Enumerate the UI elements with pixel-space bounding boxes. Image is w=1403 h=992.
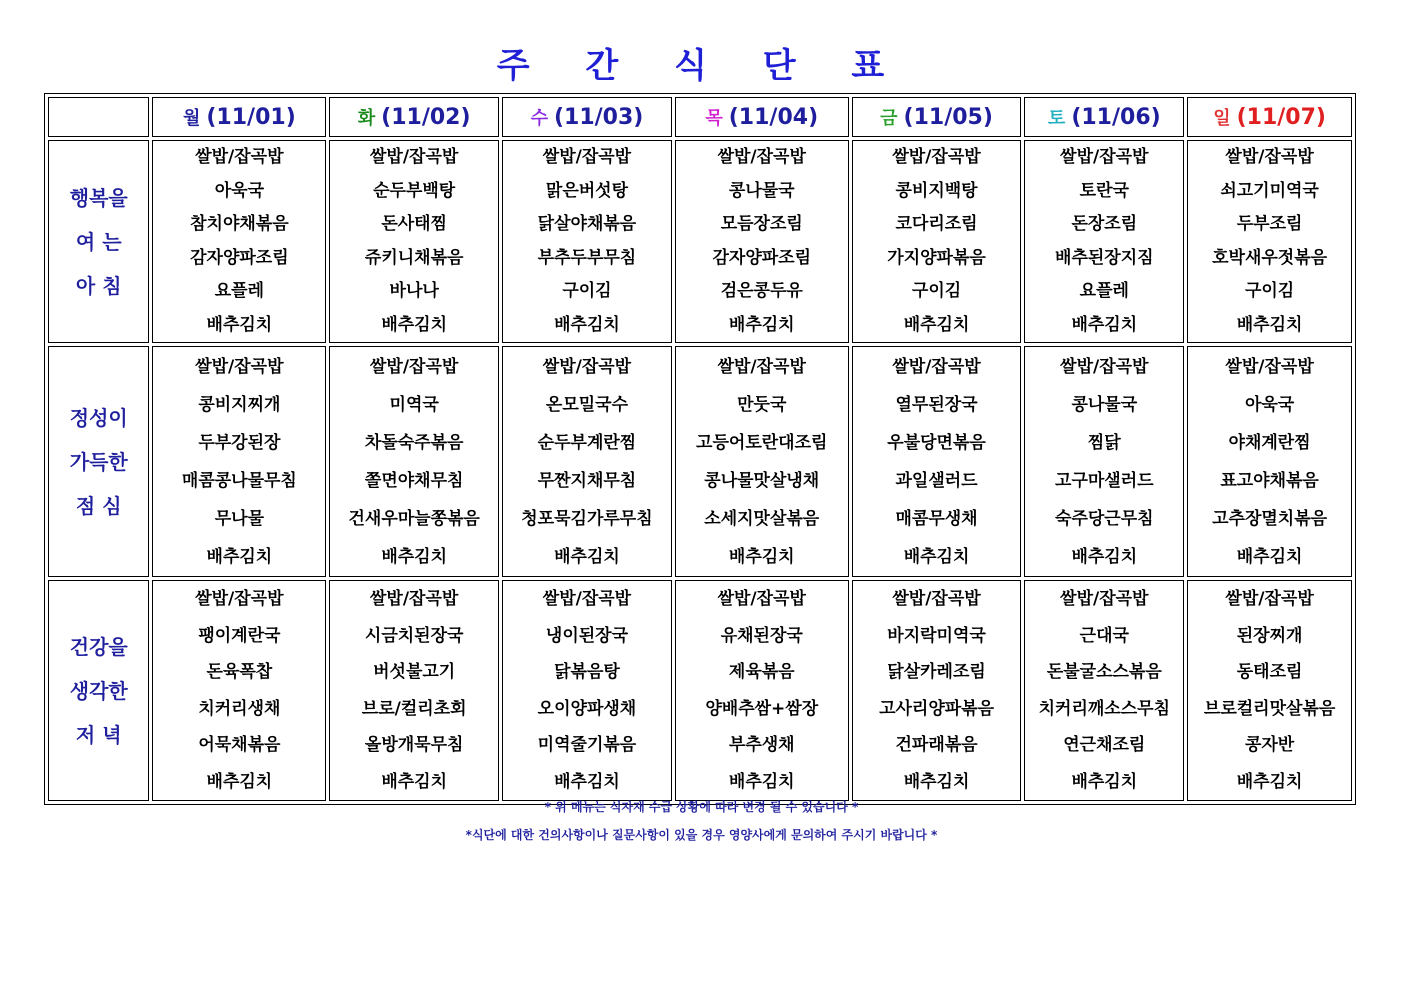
menu-item: 배추김치 bbox=[206, 771, 273, 792]
menu-item: 부추생채 bbox=[728, 735, 795, 755]
menu-cell bbox=[675, 140, 849, 343]
menu-item: 브로컬리맛살볶음 bbox=[1203, 698, 1336, 719]
menu-cell bbox=[1187, 140, 1352, 343]
menu-item: 호박새우젓볶음 bbox=[1212, 247, 1328, 268]
day-date: (11/02) bbox=[381, 105, 471, 130]
menu-item: 배추김치 bbox=[381, 771, 448, 792]
meal-label-line: 아 침 bbox=[75, 273, 122, 298]
menu-item: 고등어토란대조림 bbox=[696, 432, 828, 453]
day-header-tue bbox=[329, 97, 499, 137]
menu-item: 배추김치 bbox=[206, 314, 273, 335]
menu-item: 배추김치 bbox=[381, 314, 448, 335]
menu-item: 구이김 bbox=[562, 281, 612, 301]
menu-cell bbox=[502, 580, 672, 801]
menu-item: 요플레 bbox=[1079, 281, 1129, 301]
menu-cell bbox=[329, 346, 499, 577]
menu-item: 쌀밥/잡곡밥 bbox=[1225, 589, 1314, 609]
menu-item: 연근채조림 bbox=[1063, 735, 1146, 755]
menu-item: 감자양파조림 bbox=[712, 247, 812, 268]
menu-item: 근대국 bbox=[1079, 625, 1129, 646]
menu-cell bbox=[675, 346, 849, 577]
menu-item: 배추김치 bbox=[1236, 314, 1303, 335]
menu-item: 쌀밥/잡곡밥 bbox=[717, 589, 806, 609]
menu-cell bbox=[852, 580, 1022, 801]
menu-item: 배추김치 bbox=[1071, 314, 1138, 335]
menu-item: 코다리조림 bbox=[895, 214, 978, 234]
menu-item: 가지양파볶음 bbox=[887, 247, 986, 268]
menu-item: 만둣국 bbox=[737, 394, 787, 415]
menu-item: 콩비지백탕 bbox=[895, 180, 978, 201]
meal-label-line: 여 는 bbox=[75, 229, 122, 254]
menu-item: 콩나물국 bbox=[728, 180, 795, 201]
menu-item: 검은콩두유 bbox=[720, 281, 803, 301]
menu-item: 두부강된장 bbox=[198, 432, 281, 453]
menu-item: 배추김치 bbox=[1236, 771, 1303, 792]
menu-item: 쌀밥/잡곡밥 bbox=[370, 589, 459, 609]
menu-item: 쌀밥/잡곡밥 bbox=[717, 147, 806, 167]
menu-item: 순두부계란찜 bbox=[537, 432, 637, 453]
menu-item: 청포묵김가루무침 bbox=[521, 508, 653, 529]
menu-item: 양배추쌈+쌈장 bbox=[705, 698, 819, 719]
meal-label-line: 가득한 bbox=[69, 449, 128, 474]
menu-item: 팽이계란국 bbox=[198, 625, 281, 646]
day-header-sun bbox=[1187, 97, 1352, 137]
menu-cell bbox=[1024, 140, 1184, 343]
meal-label-line: 정성이 bbox=[69, 405, 128, 430]
menu-item: 배추김치 bbox=[728, 546, 795, 567]
menu-cell bbox=[329, 140, 499, 343]
meal-row-dinner bbox=[48, 580, 1352, 801]
menu-item: 콩비지찌개 bbox=[198, 394, 281, 415]
menu-item: 차돌숙주볶음 bbox=[364, 432, 464, 453]
menu-item: 소세지맛살볶음 bbox=[704, 508, 820, 529]
day-header-fri bbox=[852, 97, 1022, 137]
menu-item: 쌀밥/잡곡밥 bbox=[892, 589, 981, 609]
menu-item: 쌀밥/잡곡밥 bbox=[717, 356, 806, 377]
menu-item: 닭살야채볶음 bbox=[537, 214, 637, 234]
day-date: (11/03) bbox=[553, 105, 644, 130]
menu-item: 배추김치 bbox=[903, 771, 970, 792]
menu-item: 맑은버섯탕 bbox=[545, 180, 629, 201]
menu-cell bbox=[1024, 346, 1184, 577]
menu-item: 배추김치 bbox=[554, 771, 620, 792]
menu-item: 매콤콩나물무침 bbox=[181, 470, 297, 491]
menu-item: 우불당면볶음 bbox=[887, 432, 986, 453]
menu-item: 배추김치 bbox=[903, 314, 970, 335]
day-header-sat bbox=[1024, 97, 1184, 137]
menu-item: 고추장멸치볶음 bbox=[1212, 508, 1328, 529]
menu-item: 돈불굴소스볶음 bbox=[1046, 662, 1162, 682]
menu-item: 배추김치 bbox=[1236, 546, 1303, 567]
menu-item: 브로/컬리초회 bbox=[361, 698, 467, 719]
menu-item: 두부조림 bbox=[1236, 214, 1303, 234]
menu-cell bbox=[329, 580, 499, 801]
menu-item: 아욱국 bbox=[214, 180, 265, 201]
menu-item: 배추김치 bbox=[1071, 546, 1138, 567]
menu-item: 바나나 bbox=[389, 281, 439, 301]
menu-item: 제육볶음 bbox=[728, 662, 795, 682]
menu-item: 감자양파조림 bbox=[190, 247, 289, 268]
menu-item: 미역줄기볶음 bbox=[537, 735, 637, 755]
menu-item: 순두부백탕 bbox=[373, 180, 456, 201]
menu-item: 구이김 bbox=[911, 281, 962, 301]
menu-item: 쌀밥/잡곡밥 bbox=[195, 147, 284, 167]
menu-item: 요플레 bbox=[214, 281, 265, 301]
menu-item: 배추김치 bbox=[554, 546, 620, 567]
day-header-row bbox=[48, 97, 1352, 137]
menu-item: 고구마샐러드 bbox=[1055, 470, 1154, 491]
menu-item: 배추김치 bbox=[728, 771, 795, 792]
day-header-mon bbox=[152, 97, 326, 137]
menu-item: 쥬키니채볶음 bbox=[364, 247, 464, 268]
menu-item: 쌀밥/잡곡밥 bbox=[370, 356, 459, 377]
menu-item: 배추김치 bbox=[554, 314, 620, 335]
day-date: (11/04) bbox=[728, 105, 819, 130]
menu-cell bbox=[152, 140, 326, 343]
menu-item: 구이김 bbox=[1244, 281, 1295, 301]
menu-item: 닭살카레조림 bbox=[887, 662, 986, 682]
menu-cell bbox=[1024, 580, 1184, 801]
menu-item: 매콤무생채 bbox=[895, 508, 978, 529]
menu-item: 쇠고기미역국 bbox=[1220, 180, 1319, 201]
menu-item: 유채된장국 bbox=[720, 625, 803, 646]
meal-label-line: 점 심 bbox=[75, 493, 122, 518]
menu-cell bbox=[152, 580, 326, 801]
day-name: 목 bbox=[705, 108, 723, 129]
menu-item: 부추두부무침 bbox=[537, 247, 637, 268]
menu-item: 온모밀국수 bbox=[545, 394, 629, 415]
meal-label-line: 생각한 bbox=[69, 678, 128, 703]
meal-label bbox=[48, 346, 149, 577]
menu-cell bbox=[675, 580, 849, 801]
menu-cell bbox=[502, 346, 672, 577]
day-name: 화 bbox=[357, 108, 376, 129]
page-title: 주 간 식 단 표 bbox=[496, 46, 907, 86]
menu-cell bbox=[1187, 346, 1352, 577]
day-date: (11/05) bbox=[903, 105, 993, 130]
menu-item: 배추김치 bbox=[728, 314, 795, 335]
day-date: (11/01) bbox=[206, 105, 296, 130]
day-name: 수 bbox=[530, 108, 548, 129]
meal-row-lunch bbox=[48, 346, 1352, 577]
menu-cell bbox=[1187, 580, 1352, 801]
menu-item: 무짠지채무침 bbox=[537, 470, 637, 491]
menu-item: 배추김치 bbox=[1071, 771, 1138, 792]
menu-item: 쌀밥/잡곡밥 bbox=[1060, 356, 1149, 377]
menu-item: 쌀밥/잡곡밥 bbox=[195, 589, 284, 609]
menu-item: 치커리생채 bbox=[198, 698, 281, 719]
meal-label-line: 행복을 bbox=[69, 185, 128, 210]
menu-item: 쌀밥/잡곡밥 bbox=[1225, 147, 1314, 167]
menu-item: 배추김치 bbox=[903, 546, 970, 567]
menu-item: 콩나물맛살냉채 bbox=[704, 470, 820, 491]
menu-item: 열무된장국 bbox=[895, 394, 978, 415]
menu-item: 쌀밥/잡곡밥 bbox=[1225, 356, 1314, 377]
day-name: 토 bbox=[1047, 108, 1066, 129]
day-header-thu bbox=[675, 97, 849, 137]
day-name: 금 bbox=[880, 108, 898, 129]
menu-item: 건새우마늘쫑볶음 bbox=[348, 508, 480, 529]
day-name: 일 bbox=[1213, 108, 1231, 129]
menu-item: 닭볶음탕 bbox=[554, 662, 620, 682]
menu-item: 배추된장지짐 bbox=[1055, 247, 1154, 268]
menu-item: 돈사태찜 bbox=[381, 214, 448, 234]
menu-item: 쌀밥/잡곡밥 bbox=[892, 356, 981, 377]
menu-item: 치커리깨소스무침 bbox=[1038, 698, 1170, 719]
meal-label bbox=[48, 580, 149, 801]
weekly-menu-table bbox=[44, 93, 1356, 805]
day-name: 월 bbox=[182, 108, 201, 129]
menu-item: 쫄면야채무침 bbox=[364, 470, 464, 491]
menu-item: 아욱국 bbox=[1244, 394, 1295, 415]
menu-item: 토란국 bbox=[1079, 180, 1129, 201]
meal-row-breakfast bbox=[48, 140, 1352, 343]
menu-item: 무나물 bbox=[214, 508, 265, 529]
meal-label-line: 저 녁 bbox=[75, 722, 122, 747]
menu-item: 바지락미역국 bbox=[887, 625, 986, 646]
menu-item: 쌀밥/잡곡밥 bbox=[892, 147, 981, 167]
menu-cell bbox=[152, 346, 326, 577]
menu-item: 표고야채볶음 bbox=[1220, 470, 1319, 491]
menu-change-note: * 위 메뉴는 식자재 수급 상황에 따라 변경 될 수 있습니다 * bbox=[544, 800, 859, 814]
menu-item: 고사리양파볶음 bbox=[879, 698, 995, 719]
day-date: (11/07) bbox=[1236, 105, 1326, 130]
menu-item: 콩나물국 bbox=[1071, 394, 1138, 415]
menu-item: 쌀밥/잡곡밥 bbox=[542, 589, 632, 609]
menu-item: 배추김치 bbox=[206, 546, 273, 567]
menu-cell bbox=[852, 140, 1022, 343]
menu-item: 숙주당근무침 bbox=[1055, 508, 1154, 529]
menu-item: 미역국 bbox=[389, 394, 439, 415]
meal-label-line: 건강을 bbox=[69, 634, 128, 659]
menu-item: 동태조림 bbox=[1236, 662, 1303, 682]
menu-item: 쌀밥/잡곡밥 bbox=[1060, 589, 1149, 609]
menu-item: 쌀밥/잡곡밥 bbox=[370, 147, 459, 167]
menu-item: 배추김치 bbox=[381, 546, 448, 567]
menu-item: 야채계란찜 bbox=[1228, 432, 1311, 453]
menu-item: 찜닭 bbox=[1087, 432, 1121, 453]
menu-item: 버섯불고기 bbox=[373, 662, 456, 682]
inquiry-note: *식단에 대한 건의사항이나 질문사항이 있을 경우 영양사에게 문의하여 주시기 바랍니다 * bbox=[465, 828, 938, 842]
menu-item: 된장찌개 bbox=[1236, 625, 1303, 646]
menu-item: 시금치된장국 bbox=[364, 625, 464, 646]
menu-item: 모듬장조림 bbox=[720, 214, 803, 234]
meal-label bbox=[48, 140, 149, 343]
menu-cell bbox=[502, 140, 672, 343]
menu-item: 과일샐러드 bbox=[895, 470, 978, 491]
menu-item: 참치야채볶음 bbox=[190, 214, 289, 234]
menu-item: 냉이된장국 bbox=[545, 625, 629, 646]
menu-item: 돈장조림 bbox=[1071, 214, 1138, 234]
menu-item: 올방개묵무침 bbox=[364, 735, 464, 755]
menu-cell bbox=[852, 346, 1022, 577]
menu-item: 쌀밥/잡곡밥 bbox=[1060, 147, 1149, 167]
menu-item: 쌀밥/잡곡밥 bbox=[542, 147, 632, 167]
corner-cell bbox=[48, 97, 149, 137]
day-date: (11/06) bbox=[1071, 105, 1161, 130]
menu-item: 건파래볶음 bbox=[895, 735, 978, 755]
menu-item: 콩자반 bbox=[1244, 735, 1295, 755]
day-header-wed bbox=[502, 97, 672, 137]
menu-item: 돈육폭찹 bbox=[206, 662, 273, 682]
menu-item: 쌀밥/잡곡밥 bbox=[195, 356, 284, 377]
menu-item: 쌀밥/잡곡밥 bbox=[542, 356, 632, 377]
menu-item: 오이양파생채 bbox=[537, 698, 637, 719]
menu-item: 어묵채볶음 bbox=[198, 735, 281, 755]
